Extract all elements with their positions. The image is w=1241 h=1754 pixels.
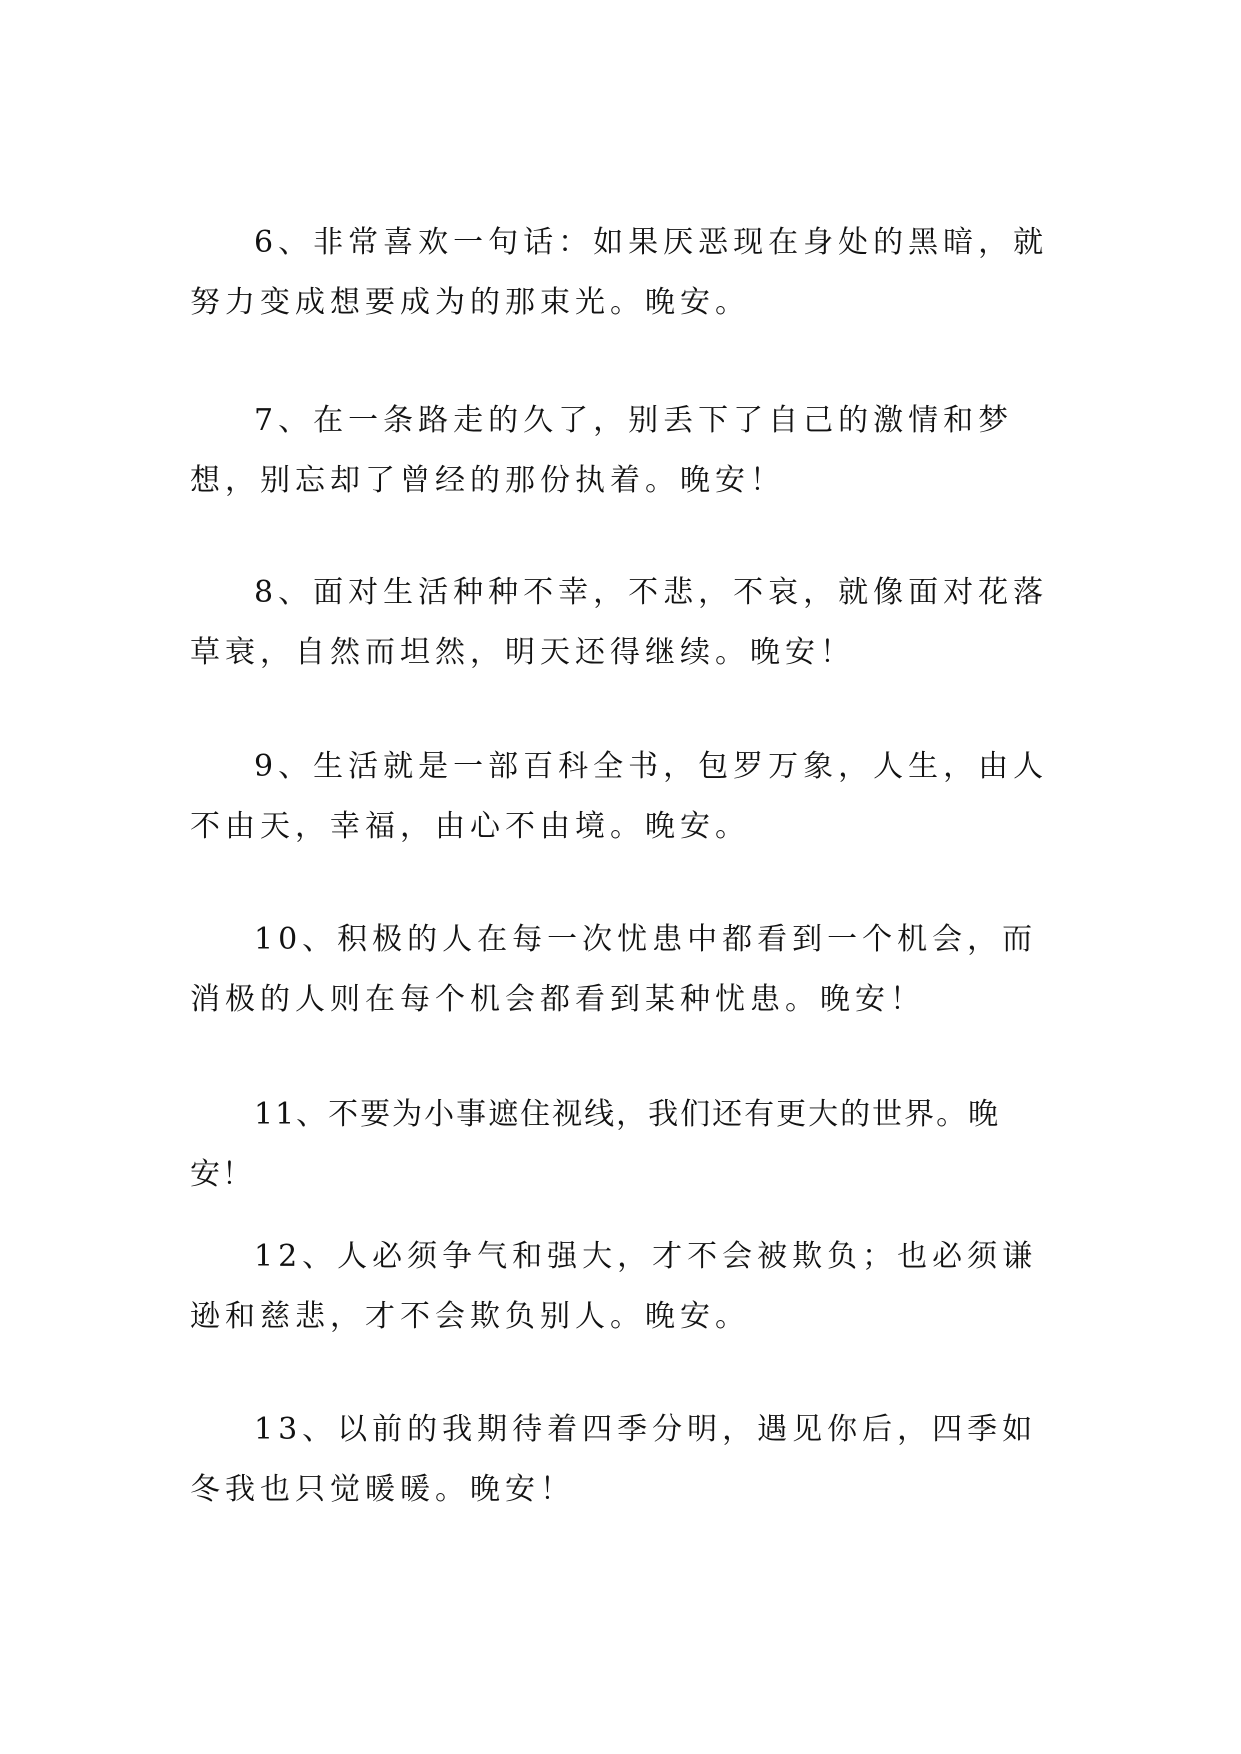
paragraph-6: 6、非常喜欢一句话：如果厌恶现在身处的黑暗，就努力变成想要成为的那束光。晚安。: [190, 225, 1049, 320]
paragraph-13: 13、以前的我期待着四季分明，遇见你后，四季如冬我也只觉暖暖。晚安！: [190, 1412, 1038, 1507]
paragraph-8: 8、面对生活种种不幸，不悲，不哀，就像面对花落草衰，自然而坦然，明天还得继续。晚安！: [190, 575, 1049, 670]
paragraph-11: 11、不要为小事遮住视线，我们还有更大的世界。晚安！: [190, 1097, 1001, 1192]
paragraph-12: 12、人必须争气和强大，才不会被欺负；也必须谦逊和慈悲，才不会欺负别人。晚安。: [190, 1239, 1038, 1334]
paragraph-9: 9、生活就是一部百科全书，包罗万象，人生，由人不由天，幸福，由心不由境。晚安。: [190, 749, 1049, 844]
paragraph-10: 10、积极的人在每一次忧患中都看到一个机会，而消极的人则在每个机会都看到某种忧患。晚安！: [190, 922, 1038, 1017]
paragraph-7: 7、在一条路走的久了，别丢下了自己的激情和梦想，别忘却了曾经的那份执着。晚安！: [190, 403, 1014, 498]
